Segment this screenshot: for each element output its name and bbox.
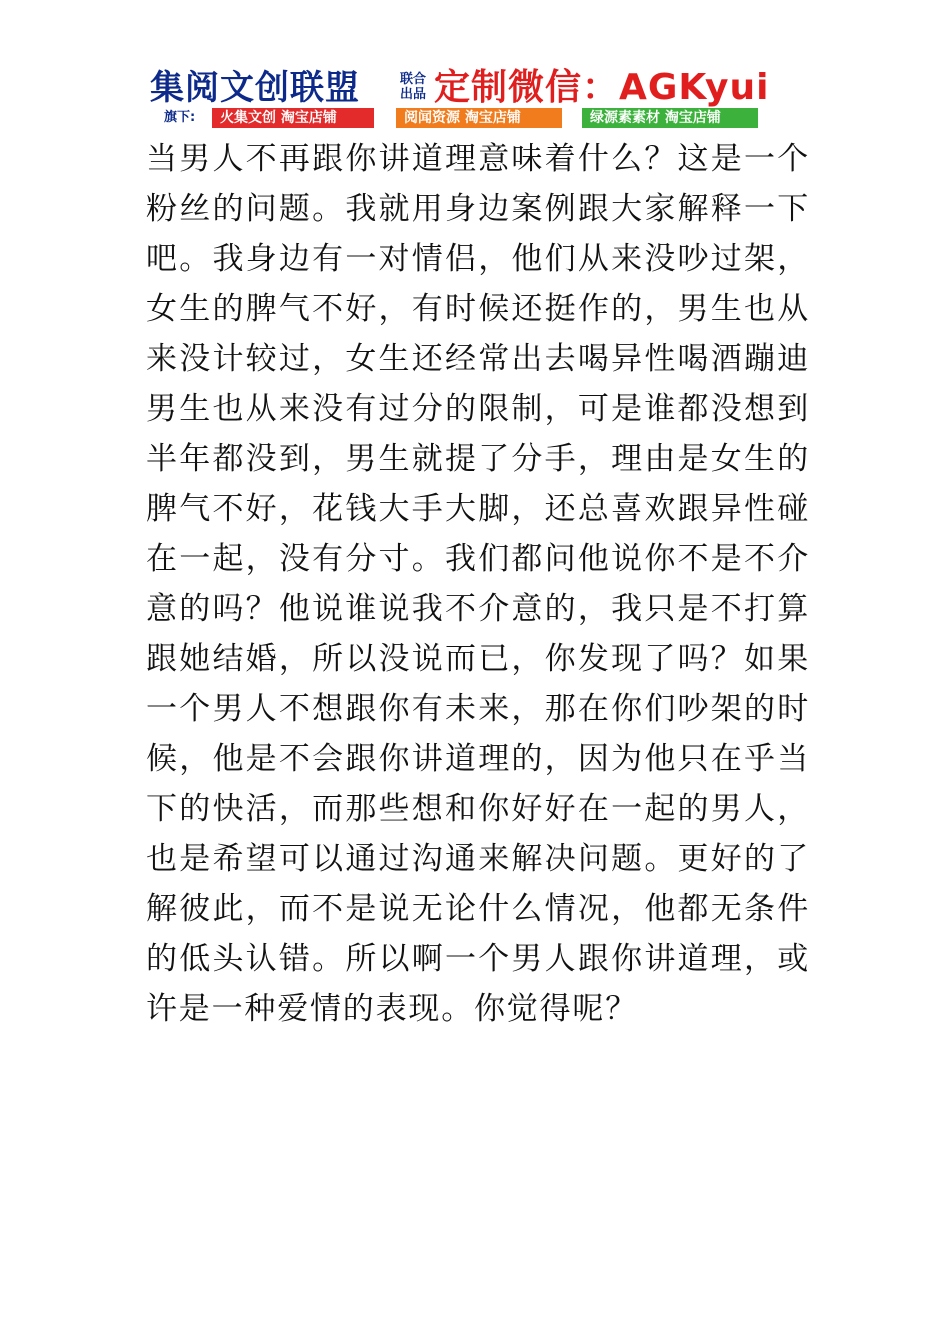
banner-shops-row [150,108,762,128]
under-label: 旗下: [164,110,196,125]
banner-top-row [150,66,770,110]
shop-tag-yuewen: 阅闻资源 淘宝店铺 [396,108,562,128]
document-body: 当男人不再跟你讲道理意味着什么？这是一个粉丝的问题。我就用身边案例跟大家解释一下吧。我身边有一对情侣，他们从来没吵过架，女生的脾气不好，有时候还挺作的，男生也从来没计较过，女生还经常出去喝异性喝酒蹦迪男生也从来没有过分的限制，可是谁都没想到半年都没到，男生就提了分手，理由是女生的脾气不好，花钱大手大脚，还总喜欢跟异性碰在一起，没有分寸。我们都问他说你不是不介意的吗？他说谁说我不介意的，我只是不打算跟她结婚，所以没说而已，你发现了吗？如果一个男人不想跟你有未来，那在你们吵架的时候，他是不会跟你讲道理的，因为他只在乎当下的快活，而那些想和你好好在一起的男人，也是希望可以通过沟通来解决问题。更好的了解彼此，而不是说无论什么情况，他都无条件的低头认错。所以啊一个男人跟你讲道理，或许是一种爱情的表现。你觉得呢？ [146,141,810,1027]
wechat-contact: 定制微信：AGKyui [434,67,770,108]
shop-tag-huoji: 火集文创 淘宝店铺 [212,108,374,128]
co-produced-label: 联合出品 [399,72,426,102]
header-banner [150,66,770,130]
brand-title: 集阅文创联盟 [150,68,360,108]
shop-tag-lvyuan: 绿源素素材 淘宝店铺 [582,108,758,128]
